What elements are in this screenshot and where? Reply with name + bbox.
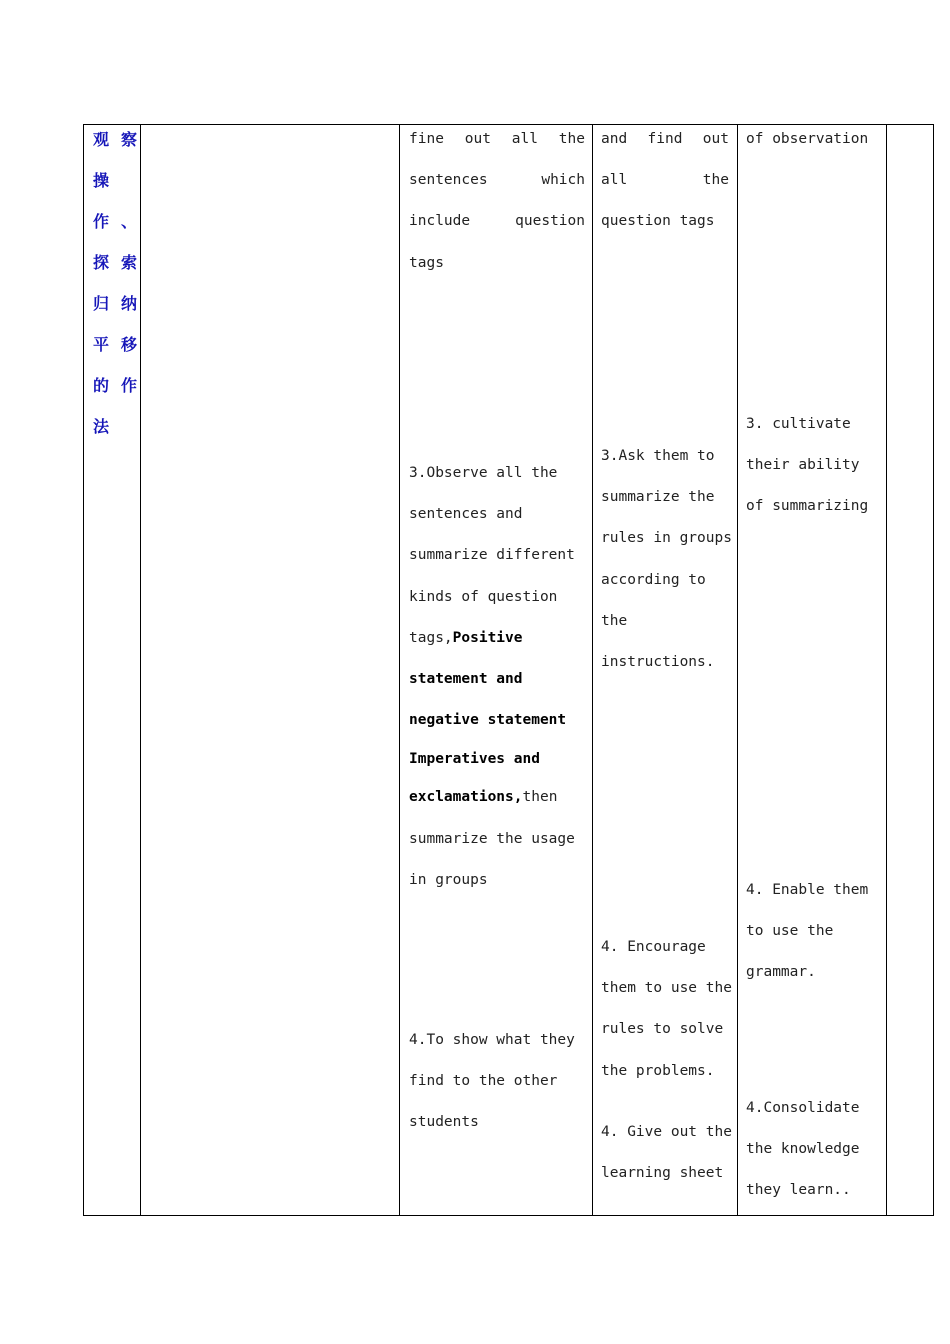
text-line: fine out all the — [409, 131, 585, 147]
bold-text-line: Imperatives and — [409, 751, 540, 768]
stage-label-line: 观 察 — [93, 130, 137, 149]
text-line: of summarizing — [746, 498, 869, 515]
text-line: summarize different — [409, 547, 575, 564]
text-line: to use the — [746, 923, 834, 940]
stage-label-line: 探 索 — [93, 253, 137, 272]
text-line: include question — [409, 213, 585, 230]
text-line: their ability — [746, 457, 860, 474]
text-line: 4. Encourage — [601, 939, 706, 955]
purpose-4 — [746, 1088, 884, 1212]
text-line: kinds of question — [409, 588, 558, 605]
text-fragment: tags, — [409, 629, 453, 646]
stage-label — [93, 119, 137, 447]
student-activity-2 — [409, 453, 589, 901]
purpose-3 — [746, 870, 884, 994]
text-line: they learn.. — [746, 1182, 851, 1199]
text-line: sentences and — [409, 506, 523, 523]
teacher-activity-2 — [601, 436, 737, 683]
text-line: of observation — [746, 131, 869, 147]
text-line: find to the other — [409, 1073, 558, 1090]
column-divider — [592, 125, 593, 1215]
text-line-mixed — [409, 777, 589, 818]
text-line: summarize the usage — [409, 830, 575, 847]
text-line: according to — [601, 571, 706, 588]
stage-label-line: 平 移 — [93, 335, 137, 354]
teacher-activity-1 — [601, 119, 729, 243]
stage-label-line: 的 作 — [93, 376, 137, 395]
stage-label-line: 操 — [93, 171, 110, 190]
bold-text-line: negative statement — [409, 712, 567, 729]
text-line: 4.To show what they — [409, 1032, 575, 1048]
text-line: rules in groups — [601, 530, 732, 547]
stage-label-line: 归 纳 — [93, 294, 137, 313]
text-line: 4. Give out the — [601, 1124, 732, 1140]
text-line: question tags — [601, 213, 715, 230]
text-line-mixed — [409, 618, 589, 659]
text-line: 4. Enable them — [746, 882, 869, 898]
column-divider — [886, 125, 887, 1215]
column-divider — [737, 125, 738, 1215]
text-line: rules to solve — [601, 1021, 724, 1038]
stage-label-line: 作 、 — [93, 212, 137, 231]
text-line: instructions. — [601, 653, 715, 670]
bold-text-fragment: exclamations, — [409, 789, 523, 806]
text-line: 3.Observe all the — [409, 465, 558, 481]
student-activity-1 — [409, 119, 585, 284]
text-line: 4.Consolidate — [746, 1100, 860, 1116]
text-fragment: then — [522, 789, 558, 806]
teacher-activity-4 — [601, 1112, 737, 1194]
text-line: grammar. — [746, 964, 816, 981]
bold-text-fragment: Positive — [452, 629, 523, 646]
text-line: and find out — [601, 131, 729, 147]
text-line: 3. cultivate — [746, 416, 851, 432]
text-line: them to use the — [601, 980, 732, 997]
column-divider — [399, 125, 400, 1215]
purpose-1 — [746, 119, 884, 160]
text-line: sentences which — [409, 172, 585, 189]
column-divider — [140, 125, 141, 1215]
lesson-plan-table — [83, 124, 934, 1216]
text-line: the — [601, 612, 628, 629]
stage-label-line: 法 — [93, 417, 110, 436]
text-line: all the — [601, 172, 729, 189]
text-line: the knowledge — [746, 1141, 860, 1158]
text-line: 3.Ask them to — [601, 448, 715, 464]
bold-text-line: statement and — [409, 670, 523, 687]
text-line: learning sheet — [601, 1165, 724, 1182]
text-line: summarize the — [601, 489, 715, 506]
text-line: tags — [409, 254, 444, 271]
text-line: the problems. — [601, 1062, 715, 1079]
student-activity-3 — [409, 1020, 589, 1144]
teacher-activity-3 — [601, 927, 737, 1092]
text-line: in groups — [409, 871, 488, 888]
text-line: students — [409, 1114, 479, 1131]
purpose-2 — [746, 404, 884, 528]
